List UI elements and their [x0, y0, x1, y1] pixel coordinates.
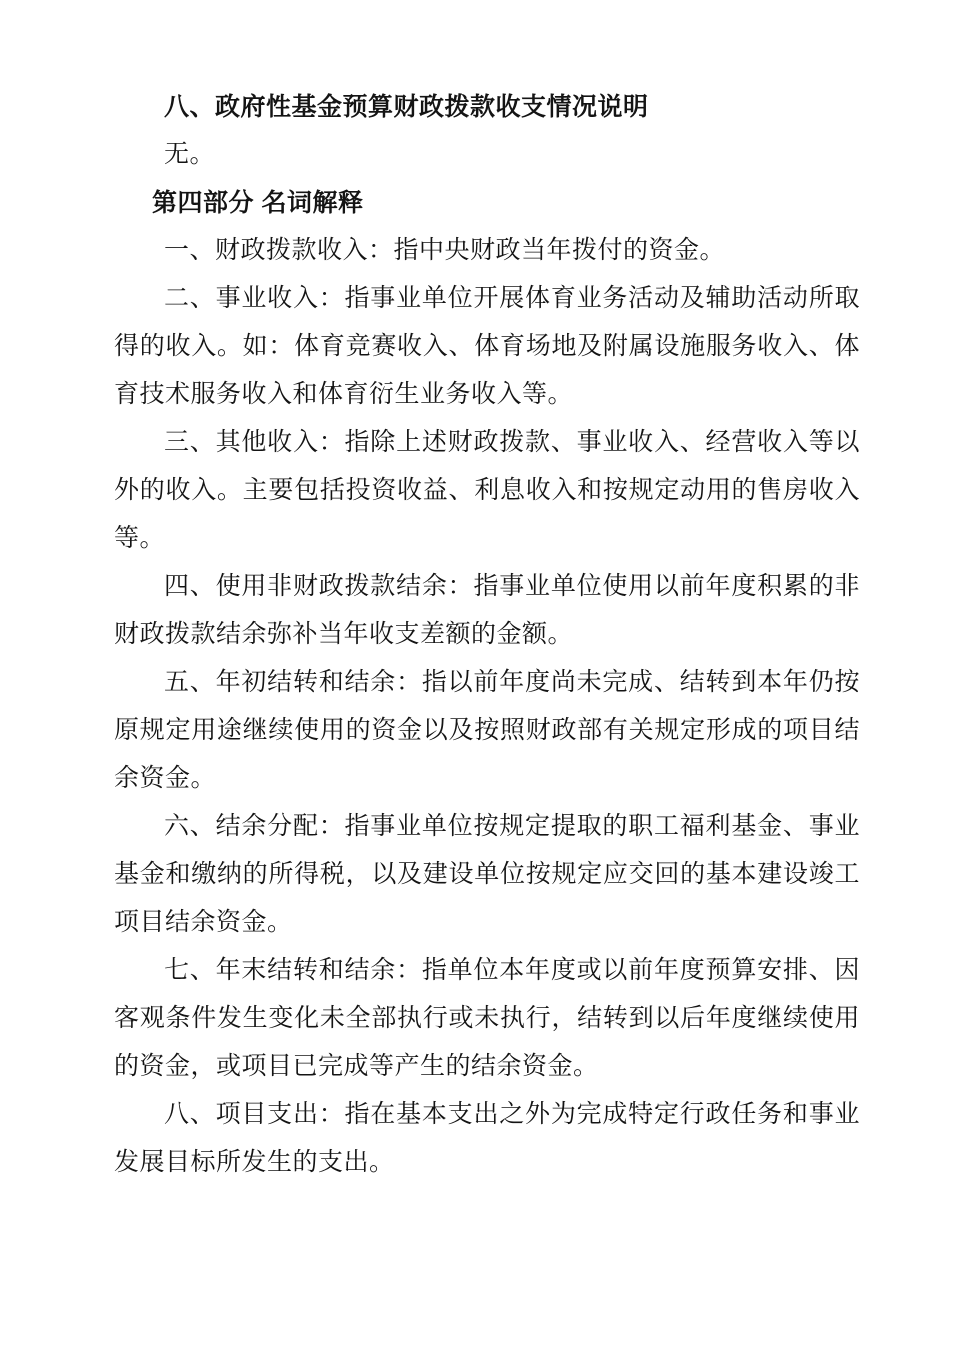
paragraph-term-1-fiscal-appropriation-income: 一、财政拨款收入：指中央财政当年拨付的资金。	[164, 237, 726, 264]
paragraph-term-8-project-expenditure: 八、项目支出：指在基本支出之外为完成特定行政任务和事业发展目标所发生的支出。	[114, 1101, 860, 1176]
paragraph-term-3-other-income: 三、其他收入：指除上述财政拨款、事业收入、经营收入等以外的收入。主要包括投资收益、利息收入和按规定动用的售房收入等。	[114, 429, 860, 552]
paragraph-term-6-surplus-distribution: 六、结余分配：指事业单位按规定提取的职工福利基金、事业基金和缴纳的所得税，以及建设单位按规定应交回的基本建设竣工项目结余资金。	[114, 813, 860, 936]
paragraph-none: 无。	[164, 141, 216, 168]
heading-gov-fund-budget-note: 八、政府性基金预算财政拨款收支情况说明	[164, 93, 649, 121]
heading-part4-glossary: 第四部分 名词解释	[152, 189, 364, 217]
paragraph-term-2-operational-income: 二、事业收入：指事业单位开展体育业务活动及辅助活动所取得的收入。如：体育竞赛收入、体育场地及附属设施服务收入、体育技术服务收入和体育衍生业务收入等。	[114, 285, 860, 408]
document-body	[114, 83, 860, 1187]
paragraph-term-4-non-fiscal-surplus-use: 四、使用非财政拨款结余：指事业单位使用以前年度积累的非财政拨款结余弥补当年收支差额的金额。	[114, 573, 860, 648]
paragraph-term-5-beginning-year-carryover: 五、年初结转和结余：指以前年度尚未完成、结转到本年仍按原规定用途继续使用的资金以及按照财政部有关规定形成的项目结余资金。	[114, 669, 860, 792]
paragraph-term-7-year-end-carryover: 七、年末结转和结余：指单位本年度或以前年度预算安排、因客观条件发生变化未全部执行或未执行，结转到以后年度继续使用的资金，或项目已完成等产生的结余资金。	[114, 957, 860, 1080]
